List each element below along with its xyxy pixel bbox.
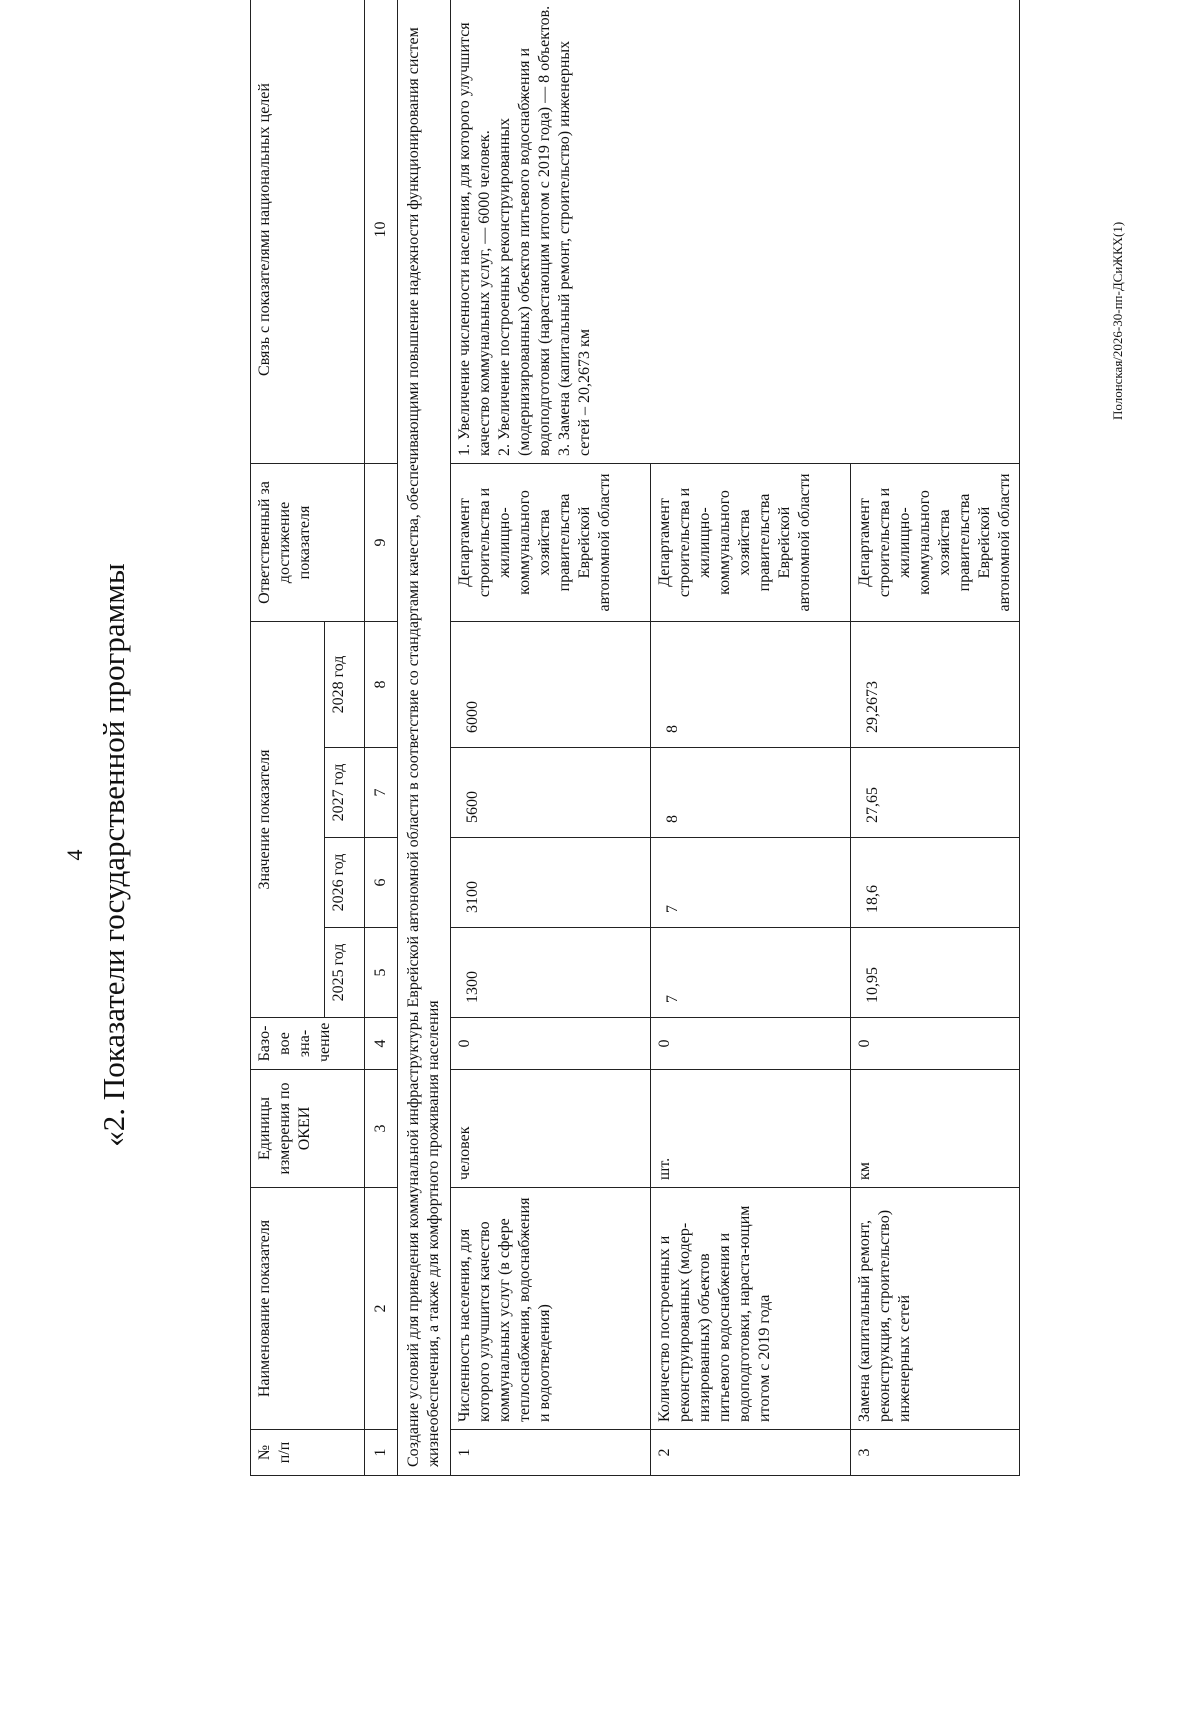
row-base: 0: [651, 1018, 851, 1070]
row-value-2027: 5600: [451, 748, 651, 838]
row-responsible: Департамент строительства и жилищно-коммунального хозяйства правительства Еврейской автономной области: [651, 464, 851, 622]
header-year-2027: 2027 год: [325, 748, 365, 838]
row-name: Количество построенных и реконструированных (модер-низированных) объектов питьевого водоснабжения и водоподготовки, нараста-ющим итогом с 2019 года: [651, 1188, 851, 1430]
row-value-2028: 8: [651, 622, 851, 748]
header-year-2025: 2025 год: [325, 928, 365, 1018]
row-responsible: Департамент строительства и жилищно-коммунального хозяйства правительства Еврейской автономной области: [851, 464, 1020, 622]
document-footer: Полонская/2026-30-пп-ДСиЖКХ(1): [1110, 221, 1125, 420]
row-value-2028: 29,2673: [851, 622, 1020, 748]
header-row: [251, 0, 325, 1476]
link-item: 1. Увеличение численности населения, для которого улучшится качество коммунальных услуг, — 6000 человек.: [456, 22, 493, 456]
column-number: 8: [365, 622, 398, 748]
column-number: 7: [365, 748, 398, 838]
header-responsible: Ответственный за достижение показателя: [251, 464, 365, 622]
link-item: 2. Увеличение построенных реконструированных (модернизированных) объектов питьевого водоснабжения и водоподготовки (нарастающим итогом с 2019 года) — 8 объектов.: [496, 5, 553, 456]
row-value-2027: 27,65: [851, 748, 1020, 838]
header-year-2026: 2026 год: [325, 838, 365, 928]
row-value-2026: 18,6: [851, 838, 1020, 928]
column-numbers-row: [365, 0, 398, 1476]
row-name: Численность населения, для которого улучшится качество коммунальных услуг (в сфере теплоснабжения, водоснабжения и водоотведения): [451, 1188, 651, 1430]
indicators-table: [250, 0, 1020, 1476]
row-unit: км: [851, 1070, 1020, 1188]
national-goals-link: [451, 0, 1020, 464]
row-unit: шт.: [651, 1070, 851, 1188]
row-responsible: Департамент строительства и жилищно-коммунального хозяйства правительства Еврейской автономной области: [451, 464, 651, 622]
page-number: 4: [62, 849, 87, 861]
row-value-2025: 1300: [451, 928, 651, 1018]
header-link: Связь с показателями национальных целей: [251, 0, 365, 464]
header-num: № п/п: [251, 1430, 365, 1476]
header-unit: Единицы измерения по ОКЕИ: [251, 1070, 365, 1188]
row-value-2028: 6000: [451, 622, 651, 748]
header-values: Значение показателя: [251, 622, 325, 1018]
column-number: 3: [365, 1070, 398, 1188]
row-num: 2: [651, 1430, 851, 1476]
header-base: Базо-вое зна-чение: [251, 1018, 365, 1070]
row-base: 0: [851, 1018, 1020, 1070]
row-num: 3: [851, 1430, 1020, 1476]
page-title: «2. Показатели государственной программы: [96, 563, 131, 1147]
column-number: 9: [365, 464, 398, 622]
section-row: [398, 0, 451, 1476]
row-value-2026: 7: [651, 838, 851, 928]
table-row: [451, 0, 651, 1476]
row-base: 0: [451, 1018, 651, 1070]
row-num: 1: [451, 1430, 651, 1476]
column-number: 5: [365, 928, 398, 1018]
row-value-2026: 3100: [451, 838, 651, 928]
column-number: 4: [365, 1018, 398, 1070]
header-year-2028: 2028 год: [325, 622, 365, 748]
link-item: 3. Замена (капитальный ремонт, строительство) инженерных сетей – 20,2673 км: [556, 40, 593, 456]
header-name: Наименование показателя: [251, 1188, 365, 1430]
column-number: 1: [365, 1430, 398, 1476]
section-title: Создание условий для приведения коммунальной инфраструктуры Еврейской автономной области в соответствие со стандартами качества, обеспечивающими повышение надежности функционирования систем жизнеобеспечения, а также для комфортного проживания населения: [398, 0, 451, 1476]
row-value-2027: 8: [651, 748, 851, 838]
column-number: 10: [365, 0, 398, 464]
column-number: 2: [365, 1188, 398, 1430]
row-value-2025: 10,95: [851, 928, 1020, 1018]
row-name: Замена (капитальный ремонт, реконструкция, строительство) инженерных сетей: [851, 1188, 1020, 1430]
row-unit: человек: [451, 1070, 651, 1188]
row-value-2025: 7: [651, 928, 851, 1018]
column-number: 6: [365, 838, 398, 928]
